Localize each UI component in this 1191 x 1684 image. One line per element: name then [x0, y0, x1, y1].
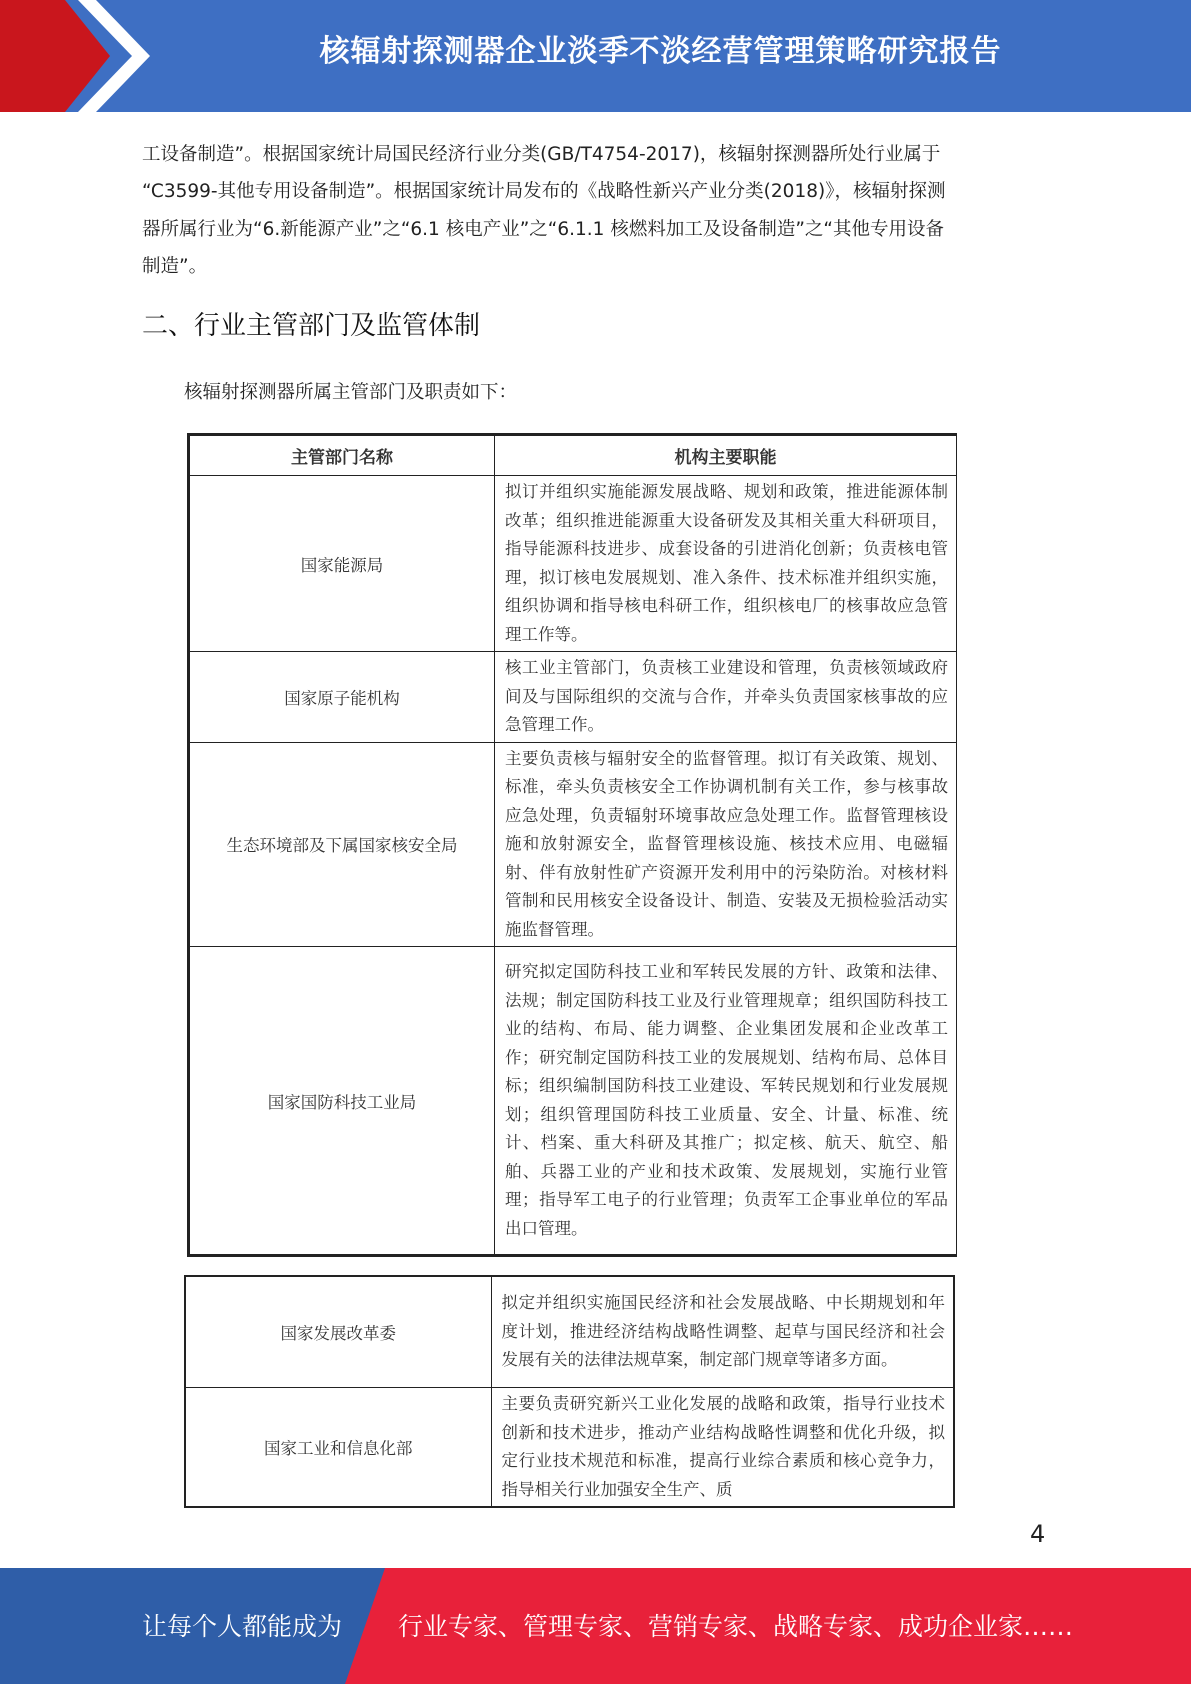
- paragraph-line-3: 器所属行业为“6.新能源产业”之“6.1 核电产业”之“6.1.1 核燃料加工及设备制造”之“其他专用设备: [142, 219, 944, 240]
- page-header-banner: [0, 0, 1191, 112]
- footer-slogan-right: 行业专家、管理专家、营销专家、战略专家、成功企业家……: [398, 1612, 1074, 1641]
- intro-text: 核辐射探测器所属主管部门及职责如下：: [184, 382, 518, 403]
- paragraph-line-4: 制造”。: [142, 256, 208, 277]
- report-title: 核辐射探测器企业淡季不淡经营管理策略研究报告: [319, 34, 1002, 69]
- department-name: 国家能源局: [189, 476, 495, 652]
- department-name: 国家原子能机构: [189, 652, 495, 743]
- table-row: [185, 1276, 954, 1388]
- table-row: [189, 476, 957, 652]
- department-name: 国家工业和信息化部: [185, 1388, 491, 1508]
- table-header-row: [189, 435, 957, 476]
- section-heading: 二、行业主管部门及监管体制: [142, 311, 481, 341]
- regulators-table-continued: [184, 1275, 955, 1508]
- paragraph-line-2: “C3599-其他专用设备制造”。根据国家统计局发布的《战略性新兴产业分类(2018)》，核辐射探测: [142, 181, 946, 202]
- table-row: [189, 742, 957, 947]
- department-function: 核工业主管部门，负责核工业建设和管理，负责核领域政府间及与国际组织的交流与合作，并牵头负责国家核事故的应急管理工作。: [495, 652, 957, 743]
- table-row: [185, 1388, 954, 1508]
- department-function: 拟订并组织实施能源发展战略、规划和政策，推进能源体制改革；组织推进能源重大设备研发及其相关重大科研项目，指导能源科技进步、成套设备的引进消化创新；负责核电管理，拟订核电发展规划、准入条件、技术标准并组织实施，组织协调和指导核电科研工作，组织核电厂的核事故应急管理工作等。: [495, 476, 957, 652]
- department-name: 国家发展改革委: [185, 1276, 491, 1388]
- paragraph-line-1: 工设备制造”。根据国家统计局国民经济行业分类(GB/T4754-2017)，核辐射探测器所处行业属于: [142, 144, 941, 165]
- footer-slogan-left: 让每个人都能成为: [142, 1612, 343, 1641]
- regulators-table: [187, 433, 957, 1257]
- page-number: 4: [1030, 1520, 1046, 1548]
- table-row: [189, 947, 957, 1256]
- department-name: 国家国防科技工业局: [189, 947, 495, 1256]
- department-function: 拟定并组织实施国民经济和社会发展战略、中长期规划和年度计划，推进经济结构战略性调整、起草与国民经济和社会发展有关的法律法规草案，制定部门规章等诸多方面。: [491, 1276, 954, 1388]
- header-red-arrow: [0, 0, 110, 112]
- department-name: 生态环境部及下属国家核安全局: [189, 742, 495, 947]
- column-header-function: 机构主要职能: [495, 435, 957, 476]
- department-function: 主要负责核与辐射安全的监督管理。拟订有关政策、规划、标准，牵头负责核安全工作协调机制有关工作，参与核事故应急处理，负责辐射环境事故应急处理工作。监督管理核设施和放射源安全，监督管理核设施、核技术应用、电磁辐射、伴有放射性矿产资源开发利用中的污染防治。对核材料管制和民用核安全设备设计、制造、安装及无损检验活动实施监督管理。: [495, 742, 957, 947]
- column-header-department: 主管部门名称: [189, 435, 495, 476]
- department-function: 主要负责研究新兴工业化发展的战略和政策，指导行业技术创新和技术进步，推动产业结构战略性调整和优化升级，拟定行业技术规范和标准，提高行业综合素质和核心竞争力，指导相关行业加强安全生产、质: [491, 1388, 954, 1508]
- table-row: [189, 652, 957, 743]
- department-function: 研究拟定国防科技工业和军转民发展的方针、政策和法律、法规；制定国防科技工业及行业管理规章；组织国防科技工业的结构、布局、能力调整、企业集团发展和企业改革工作；研究制定国防科技工业的发展规划、结构布局、总体目标；组织编制国防科技工业建设、军转民规划和行业发展规划；组织管理国防科技工业质量、安全、计量、标准、统计、档案、重大科研及其推广；拟定核、航天、航空、船舶、兵器工业的产业和技术政策、发展规划，实施行业管理；指导军工电子的行业管理；负责军工企事业单位的军品出口管理。: [495, 947, 957, 1256]
